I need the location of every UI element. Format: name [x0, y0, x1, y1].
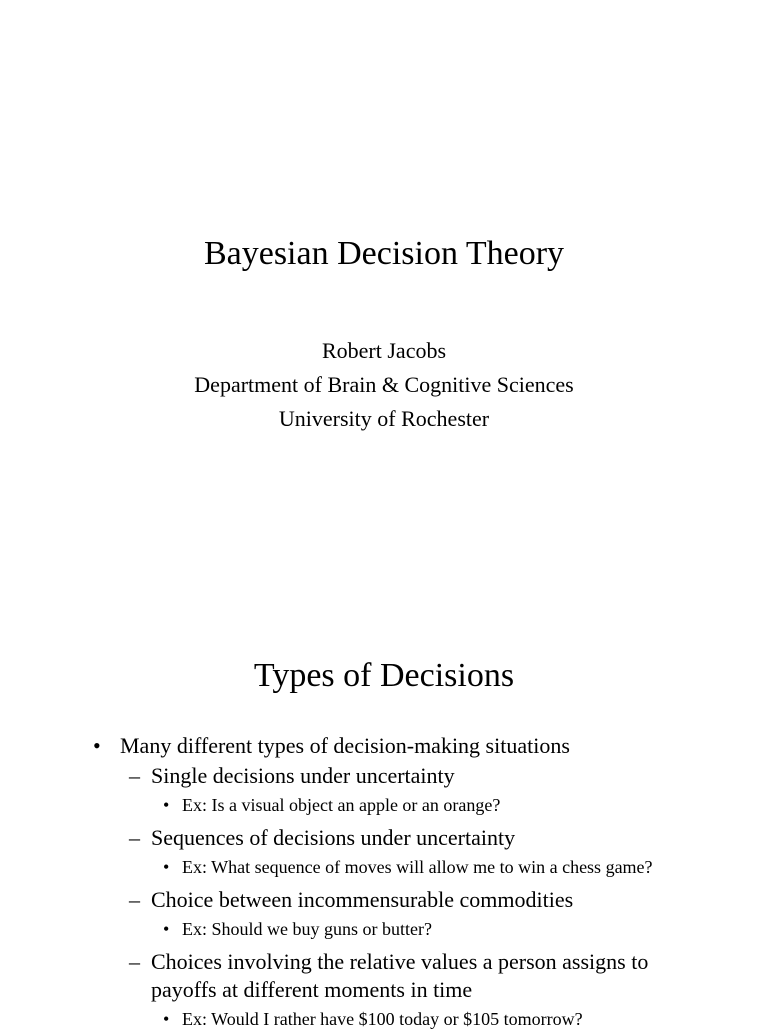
- example-text: Ex: Is a visual object an apple or an orange?: [182, 795, 501, 815]
- sub-bullet-text: Choices involving the relative values a person assigns to: [151, 949, 649, 974]
- bullet-text: Many different types of decision-making situations: [120, 733, 570, 758]
- author-name: Robert Jacobs: [321, 338, 447, 363]
- dash-marker: –: [129, 887, 140, 912]
- university-name: University of Rochester: [278, 406, 490, 431]
- example-item: [0, 1004, 768, 1034]
- sub-bullet-text: Choice between incommensurable commodities: [151, 887, 574, 912]
- author-block: [0, 334, 768, 436]
- example-text: Ex: Would I rather have $100 today or $105 tomorrow?: [182, 1009, 583, 1029]
- sub-bullet-item: [0, 762, 768, 790]
- sub-bullet-item: [0, 886, 768, 914]
- example-item: [0, 790, 768, 820]
- bullet-item: [0, 730, 768, 762]
- types-of-decisions-slide: [0, 600, 768, 1029]
- bullet-marker: •: [163, 1009, 170, 1029]
- dash-marker: –: [129, 825, 140, 850]
- sub-bullet-text: Single decisions under uncertainty: [151, 763, 455, 788]
- sub-bullet-item: [0, 824, 768, 852]
- bullet-marker: •: [93, 733, 101, 758]
- sub-bullet-item: [0, 948, 768, 976]
- department-name: Department of Brain & Cognitive Sciences: [194, 372, 574, 397]
- example-text: Ex: What sequence of moves will allow me to win a chess game?: [182, 857, 653, 877]
- example-item: [0, 852, 768, 882]
- bullet-list: [0, 730, 768, 1034]
- dash-marker: –: [129, 949, 140, 974]
- example-text: Ex: Should we buy guns or butter?: [182, 919, 432, 939]
- bullet-marker: •: [163, 795, 170, 815]
- sub-bullet-continuation: [0, 976, 768, 1004]
- bullet-marker: •: [163, 919, 170, 939]
- slide-title: Bayesian Decision Theory: [203, 235, 565, 272]
- dash-marker: –: [129, 763, 140, 788]
- slide-title: Types of Decisions: [253, 657, 515, 694]
- example-item: [0, 914, 768, 944]
- bullet-marker: •: [163, 857, 170, 877]
- sub-bullet-text: Sequences of decisions under uncertainty: [151, 825, 516, 850]
- sub-bullet-text: payoffs at different moments in time: [151, 977, 473, 1002]
